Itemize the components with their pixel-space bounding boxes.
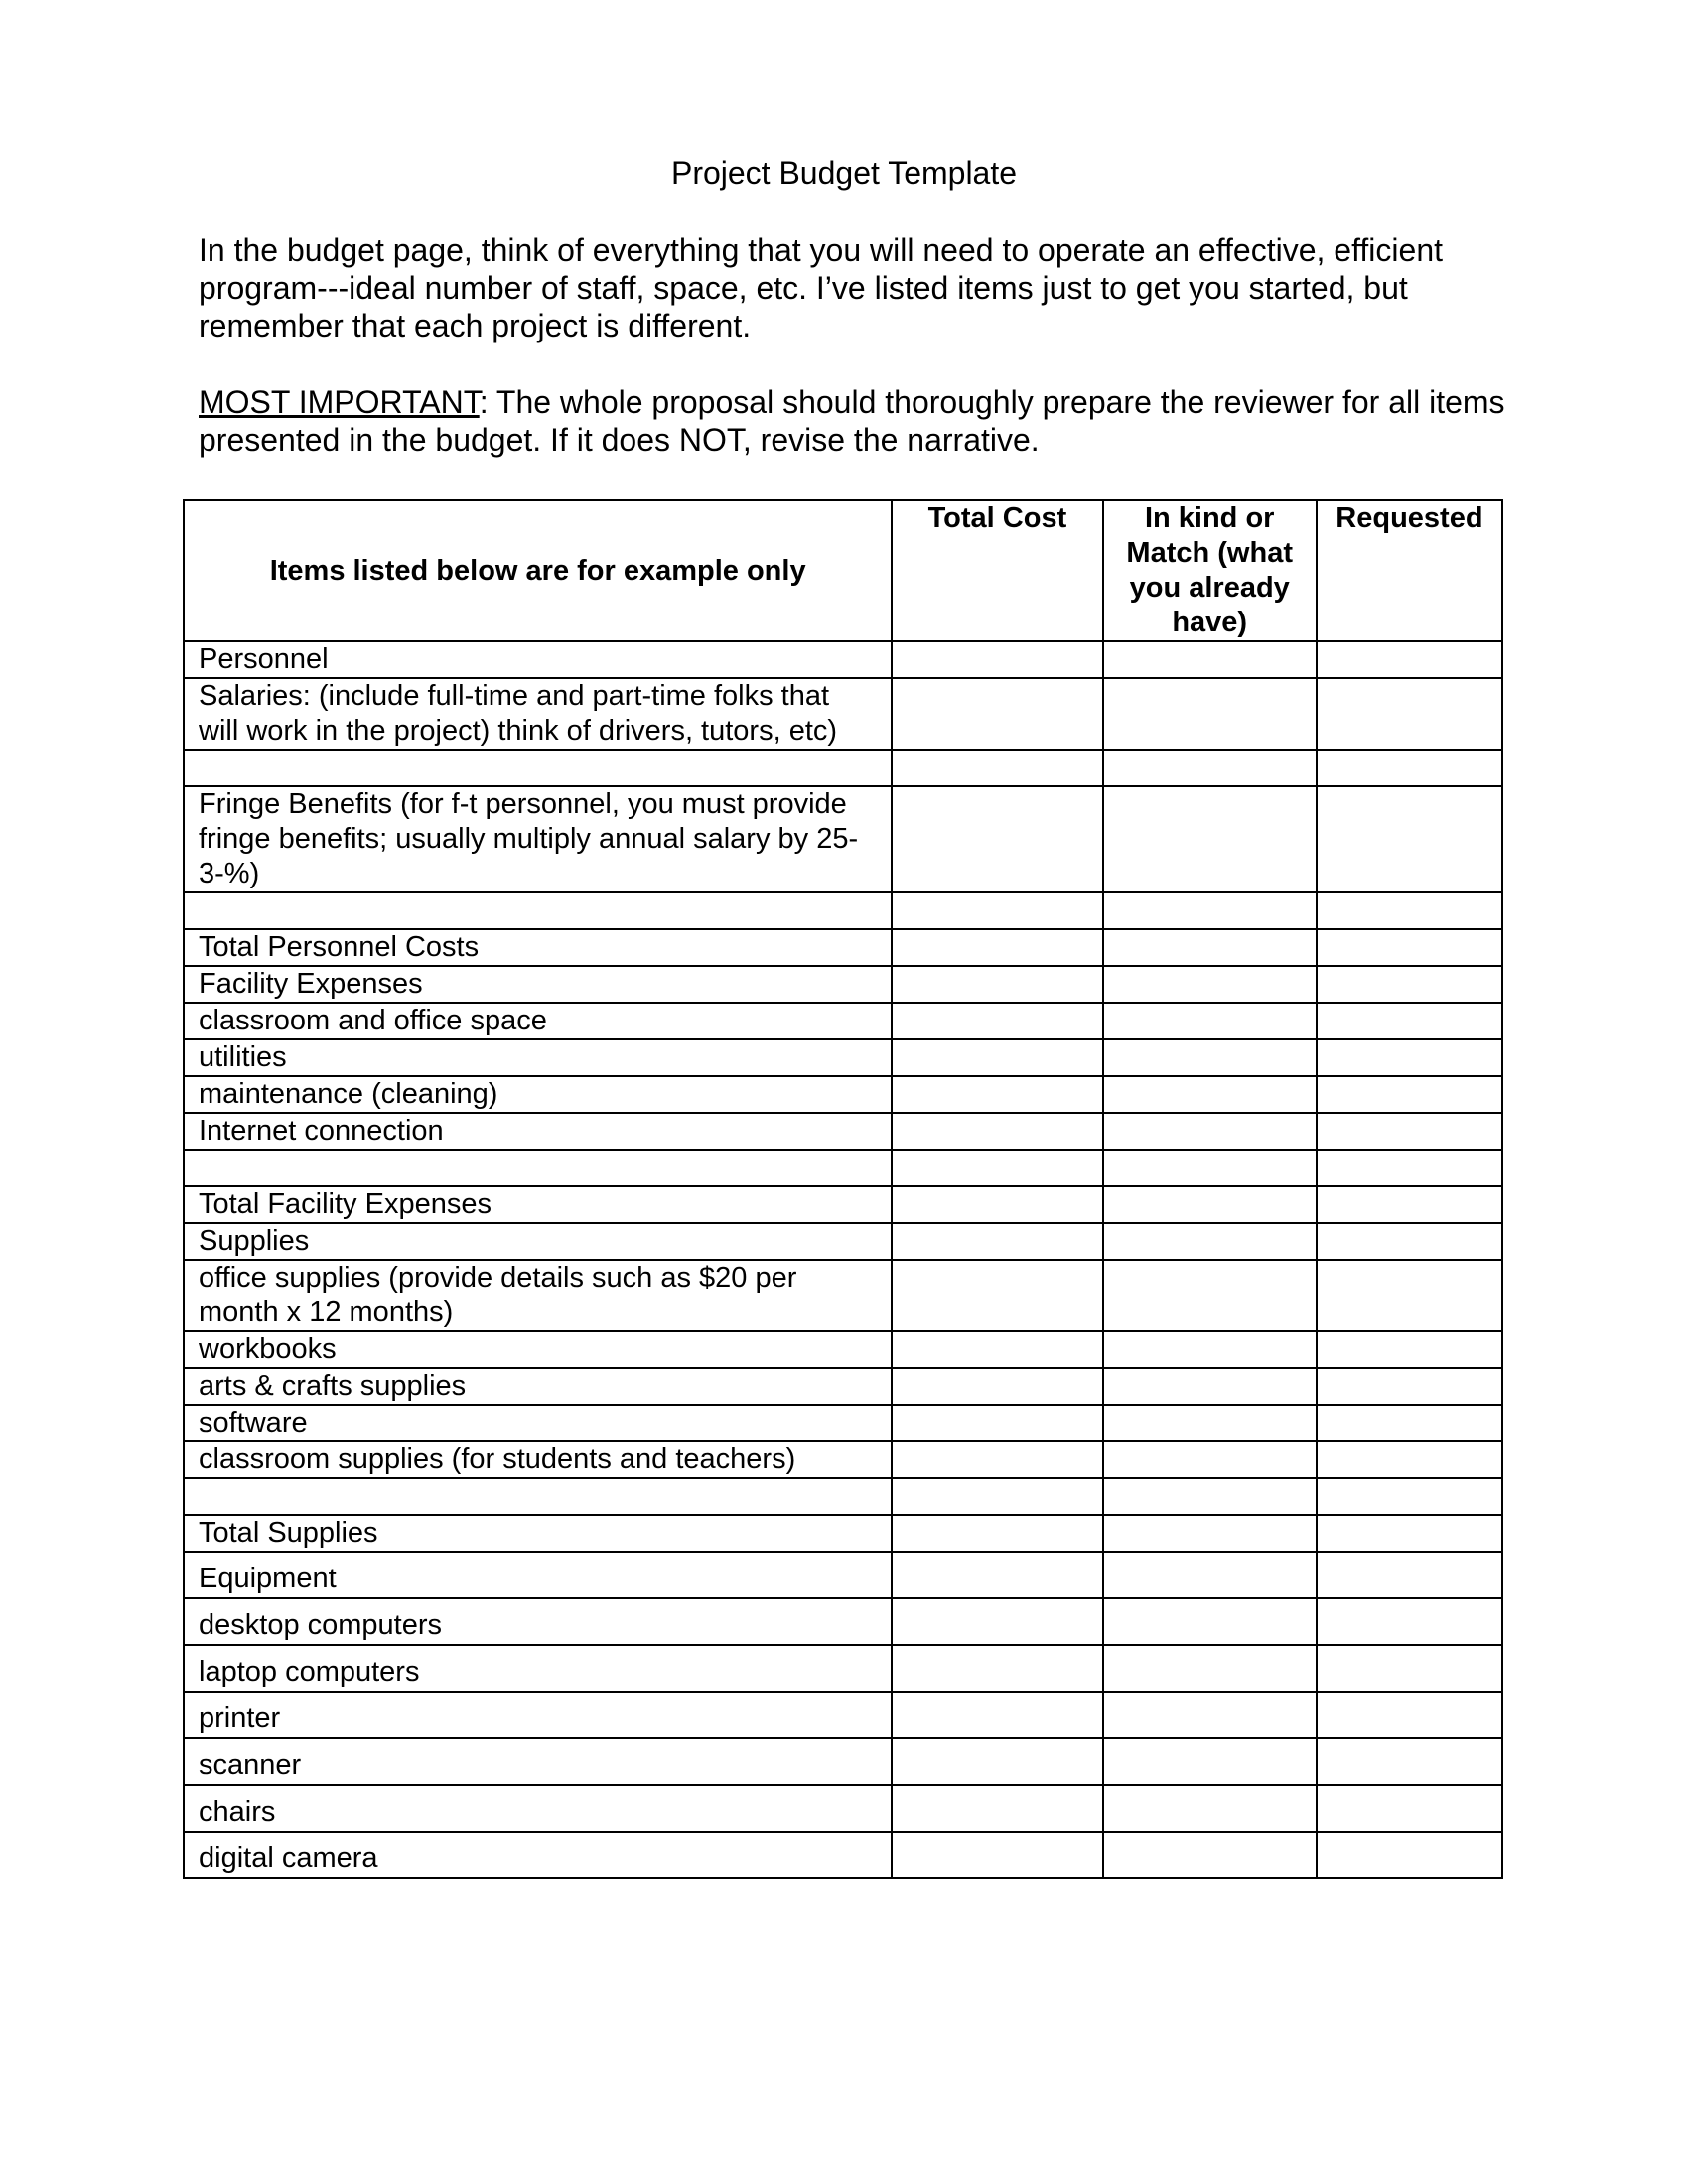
in-kind-cell[interactable]: [1103, 966, 1317, 1003]
in-kind-cell[interactable]: [1103, 1832, 1317, 1878]
intro-paragraph: In the budget page, think of everything that you will need to operate an effective, efficient program---ideal number of staff, space, etc. I’ve listed items just to get you started, but remember that each project is different.: [199, 232, 1443, 343]
requested-cell[interactable]: [1317, 750, 1502, 786]
item-cell: Internet connection: [184, 1113, 892, 1150]
requested-cell[interactable]: [1317, 1260, 1502, 1331]
total-cost-cell[interactable]: [892, 1405, 1102, 1441]
item-cell: digital camera: [184, 1832, 892, 1878]
in-kind-cell[interactable]: [1103, 1260, 1317, 1331]
total-cost-cell[interactable]: [892, 966, 1102, 1003]
table-row: [184, 1478, 1502, 1515]
requested-cell[interactable]: [1317, 1003, 1502, 1039]
requested-cell[interactable]: [1317, 1598, 1502, 1645]
requested-cell[interactable]: [1317, 1552, 1502, 1598]
requested-cell[interactable]: [1317, 1692, 1502, 1738]
table-row: [184, 966, 1502, 1003]
in-kind-cell[interactable]: [1103, 1368, 1317, 1405]
important-label: MOST IMPORTANT: [199, 384, 480, 420]
in-kind-cell[interactable]: [1103, 1645, 1317, 1692]
table-row: [184, 678, 1502, 750]
document-title: Project Budget Template: [670, 155, 1018, 191]
requested-cell[interactable]: [1317, 892, 1502, 929]
item-cell: Equipment: [184, 1552, 892, 1598]
in-kind-cell[interactable]: [1103, 1478, 1317, 1515]
in-kind-cell[interactable]: [1103, 678, 1317, 750]
in-kind-cell[interactable]: [1103, 1039, 1317, 1076]
in-kind-cell[interactable]: [1103, 1186, 1317, 1223]
requested-cell[interactable]: [1317, 786, 1502, 892]
budget-table-body: [184, 641, 1502, 1878]
item-cell: Salaries: (include full-time and part-time folks that will work in the project) think of drivers, tutors, etc): [184, 678, 892, 750]
item-cell: Personnel: [184, 641, 892, 678]
requested-cell[interactable]: [1317, 1441, 1502, 1478]
item-cell: classroom and office space: [184, 1003, 892, 1039]
requested-cell[interactable]: [1317, 1738, 1502, 1785]
item-cell: software: [184, 1405, 892, 1441]
total-cost-cell[interactable]: [892, 1441, 1102, 1478]
table-row: [184, 1515, 1502, 1552]
item-cell: [184, 1478, 892, 1515]
in-kind-cell[interactable]: [1103, 1150, 1317, 1186]
total-cost-cell[interactable]: [892, 1331, 1102, 1368]
total-cost-cell[interactable]: [892, 1039, 1102, 1076]
total-cost-cell[interactable]: [892, 1692, 1102, 1738]
item-cell: [184, 1150, 892, 1186]
total-cost-cell[interactable]: [892, 750, 1102, 786]
requested-cell[interactable]: [1317, 1150, 1502, 1186]
in-kind-cell[interactable]: [1103, 1515, 1317, 1552]
in-kind-cell[interactable]: [1103, 750, 1317, 786]
total-cost-cell[interactable]: [892, 1645, 1102, 1692]
table-row: [184, 1076, 1502, 1113]
budget-table: [183, 499, 1503, 1879]
total-cost-cell[interactable]: [892, 1368, 1102, 1405]
item-cell: scanner: [184, 1738, 892, 1785]
in-kind-cell[interactable]: [1103, 1785, 1317, 1832]
table-row: [184, 1692, 1502, 1738]
item-cell: Facility Expenses: [184, 966, 892, 1003]
table-row: [184, 1223, 1502, 1260]
table-row: [184, 641, 1502, 678]
table-row: [184, 1113, 1502, 1150]
item-cell: chairs: [184, 1785, 892, 1832]
in-kind-cell[interactable]: [1103, 892, 1317, 929]
requested-cell[interactable]: [1317, 1478, 1502, 1515]
table-row: [184, 1598, 1502, 1645]
item-cell: Supplies: [184, 1223, 892, 1260]
table-row: [184, 929, 1502, 966]
requested-cell[interactable]: [1317, 1645, 1502, 1692]
in-kind-cell[interactable]: [1103, 1113, 1317, 1150]
in-kind-cell[interactable]: [1103, 1405, 1317, 1441]
table-row: [184, 750, 1502, 786]
item-cell: [184, 892, 892, 929]
table-header-row: [184, 500, 1502, 641]
table-row: [184, 1186, 1502, 1223]
requested-cell[interactable]: [1317, 1113, 1502, 1150]
table-row: [184, 1441, 1502, 1478]
total-cost-cell[interactable]: [892, 641, 1102, 678]
item-cell: Total Supplies: [184, 1515, 892, 1552]
table-row: [184, 1003, 1502, 1039]
in-kind-cell[interactable]: [1103, 1738, 1317, 1785]
requested-cell[interactable]: [1317, 966, 1502, 1003]
item-cell: desktop computers: [184, 1598, 892, 1645]
table-row: [184, 1150, 1502, 1186]
table-row: [184, 1552, 1502, 1598]
in-kind-cell[interactable]: [1103, 1223, 1317, 1260]
requested-cell[interactable]: [1317, 1331, 1502, 1368]
total-cost-cell[interactable]: [892, 1260, 1102, 1331]
header-items: Items listed below are for example only: [184, 500, 892, 641]
table-row: [184, 1368, 1502, 1405]
item-cell: utilities: [184, 1039, 892, 1076]
requested-cell[interactable]: [1317, 1039, 1502, 1076]
in-kind-cell[interactable]: [1103, 929, 1317, 966]
in-kind-cell[interactable]: [1103, 641, 1317, 678]
in-kind-cell[interactable]: [1103, 1441, 1317, 1478]
total-cost-cell[interactable]: [892, 1552, 1102, 1598]
total-cost-cell[interactable]: [892, 1478, 1102, 1515]
item-cell: Total Personnel Costs: [184, 929, 892, 966]
in-kind-cell[interactable]: [1103, 1552, 1317, 1598]
in-kind-cell[interactable]: [1103, 1003, 1317, 1039]
table-row: [184, 1405, 1502, 1441]
item-cell: Fringe Benefits (for f-t personnel, you must provide fringe benefits; usually multiply annual salary by 25-3-%): [184, 786, 892, 892]
table-row: [184, 1832, 1502, 1878]
total-cost-cell[interactable]: [892, 1113, 1102, 1150]
table-row: [184, 786, 1502, 892]
item-cell: [184, 750, 892, 786]
requested-cell[interactable]: [1317, 1186, 1502, 1223]
total-cost-cell[interactable]: [892, 1785, 1102, 1832]
item-cell: classroom supplies (for students and teachers): [184, 1441, 892, 1478]
table-row: [184, 1738, 1502, 1785]
requested-cell[interactable]: [1317, 1223, 1502, 1260]
table-row: [184, 1039, 1502, 1076]
requested-cell[interactable]: [1317, 1785, 1502, 1832]
requested-cell[interactable]: [1317, 1368, 1502, 1405]
total-cost-cell[interactable]: [892, 1515, 1102, 1552]
requested-cell[interactable]: [1317, 1076, 1502, 1113]
total-cost-cell[interactable]: [892, 678, 1102, 750]
item-cell: laptop computers: [184, 1645, 892, 1692]
table-row: [184, 1785, 1502, 1832]
total-cost-cell[interactable]: [892, 1598, 1102, 1645]
item-cell: maintenance (cleaning): [184, 1076, 892, 1113]
requested-cell[interactable]: [1317, 641, 1502, 678]
in-kind-cell[interactable]: [1103, 786, 1317, 892]
item-cell: printer: [184, 1692, 892, 1738]
total-cost-cell[interactable]: [892, 929, 1102, 966]
requested-cell[interactable]: [1317, 1832, 1502, 1878]
in-kind-cell[interactable]: [1103, 1331, 1317, 1368]
in-kind-cell[interactable]: [1103, 1598, 1317, 1645]
item-cell: arts & crafts supplies: [184, 1368, 892, 1405]
important-note: [199, 383, 1549, 459]
total-cost-cell[interactable]: [892, 1738, 1102, 1785]
item-cell: Total Facility Expenses: [184, 1186, 892, 1223]
table-row: [184, 1331, 1502, 1368]
requested-cell[interactable]: [1317, 678, 1502, 750]
header-total-cost: Total Cost: [892, 500, 1102, 641]
requested-cell[interactable]: [1317, 1515, 1502, 1552]
total-cost-cell[interactable]: [892, 892, 1102, 929]
header-in-kind: In kind or Match (what you already have): [1103, 500, 1317, 641]
total-cost-cell[interactable]: [892, 1150, 1102, 1186]
total-cost-cell[interactable]: [892, 1186, 1102, 1223]
total-cost-cell[interactable]: [892, 1223, 1102, 1260]
in-kind-cell[interactable]: [1103, 1076, 1317, 1113]
header-requested: Requested: [1317, 500, 1502, 641]
table-row: [184, 1645, 1502, 1692]
requested-cell[interactable]: [1317, 929, 1502, 966]
table-row: [184, 892, 1502, 929]
in-kind-cell[interactable]: [1103, 1692, 1317, 1738]
requested-cell[interactable]: [1317, 1405, 1502, 1441]
item-cell: office supplies (provide details such as $20 per month x 12 months): [184, 1260, 892, 1331]
important-text: : The whole proposal should thoroughly prepare the reviewer for all items presented in the budget. If it does NOT, revise the narrative.: [199, 384, 1505, 458]
total-cost-cell[interactable]: [892, 1003, 1102, 1039]
total-cost-cell[interactable]: [892, 1832, 1102, 1878]
item-cell: workbooks: [184, 1331, 892, 1368]
total-cost-cell[interactable]: [892, 1076, 1102, 1113]
table-row: [184, 1260, 1502, 1331]
total-cost-cell[interactable]: [892, 786, 1102, 892]
